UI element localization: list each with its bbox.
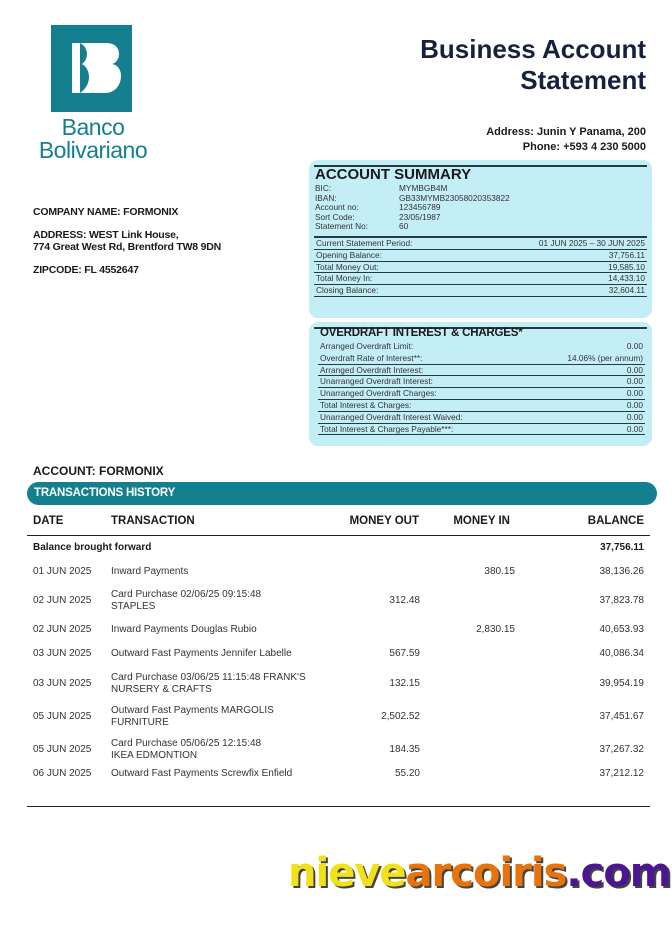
- detail-iban: IBAN: GB33MYMB23058020353822: [315, 192, 510, 203]
- title-line1: Business Account: [420, 34, 646, 64]
- summary-table: [314, 236, 647, 297]
- transactions-history-bar: TRANSACTIONS HISTORY: [27, 482, 657, 505]
- detail-bic: BIC: MYMBGB4M: [315, 183, 448, 193]
- bank-logo-line2: Bolivariano: [38, 137, 148, 163]
- table-row: 03 JUN 2025 Outward Fast Payments Jennifer Labelle 567.59 40,086.34: [33, 648, 644, 659]
- overdraft-row-waived: Unarranged Overdraft Interest Waived: 0.00: [320, 411, 643, 422]
- transactions-table: [27, 536, 650, 788]
- account-summary-heading: ACCOUNT SUMMARY: [315, 166, 472, 183]
- company-address: [33, 229, 221, 253]
- page-title: [420, 34, 646, 96]
- bank-address: Address: Junin Y Panama, 200: [486, 126, 646, 138]
- account-label: ACCOUNT: FORMONIX: [33, 464, 164, 478]
- bank-phone: Phone: +593 4 230 5000: [522, 141, 646, 153]
- watermark-part3: .com: [566, 850, 671, 896]
- overdraft-row-limit: Arranged Overdraft Limit: 0.00: [320, 341, 643, 351]
- table-row-brought-forward: Balance brought forward 37,756.11: [33, 542, 644, 553]
- overdraft-row-arranged-interest: Arranged Overdraft Interest: 0.00: [320, 364, 643, 375]
- detail-sort-code: Sort Code: 23/05/1987: [315, 211, 441, 222]
- bb-logo-icon: [51, 25, 132, 112]
- summary-row-closing: Closing Balance: 32,604.11: [316, 285, 645, 296]
- table-row: 03 JUN 2025 Card Purchase 03/06/25 11:15:48 FRANK'S NURSERY & CRAFTS 132.15 39,954.19: [33, 672, 644, 695]
- summary-row-money-in: Total Money In: 14,433.10: [316, 273, 645, 284]
- overdraft-table: [318, 341, 645, 435]
- table-row: 05 JUN 2025 Card Purchase 05/06/25 12:15:48 IKEA EDMONTION 184.35 37,267.32: [33, 738, 644, 761]
- summary-row-money-out: Total Money Out: 19,585.10: [316, 261, 645, 272]
- company-address-line2: 774 Great West Rd, Brentford TW8 9DN: [33, 241, 222, 253]
- table-row: 05 JUN 2025 Outward Fast Payments MARGOLIS FURNITURE 2,502.52 37,451.67: [33, 705, 644, 728]
- account-summary-box: [309, 160, 652, 318]
- transactions-header: [27, 512, 650, 536]
- table-row: 02 JUN 2025 Inward Payments Douglas Rubio 2,830.15 40,653.93: [33, 624, 644, 635]
- bank-contact: [486, 125, 646, 155]
- table-row: 01 JUN 2025 Inward Payments 380.15 38,136.26: [33, 566, 644, 577]
- overdraft-row-unarranged-interest: Unarranged Overdraft Interest: 0.00: [320, 376, 643, 387]
- detail-account-no: Account no: 123456789: [315, 202, 441, 213]
- table-row: 06 JUN 2025 Outward Fast Payments Screwfix Enfield 55.20 37,212.12: [33, 768, 644, 779]
- overdraft-box: [309, 322, 652, 446]
- company-zipcode: ZIPCODE: FL 4552647: [33, 264, 139, 276]
- company-info: [33, 206, 221, 287]
- overdraft-row-rate: Overdraft Rate of Interest**: 14.06% (per annum): [320, 352, 643, 363]
- account-details: [315, 184, 510, 232]
- overdraft-heading: OVERDRAFT INTEREST & CHARGES*: [320, 327, 523, 339]
- overdraft-row-unarranged-charges: Unarranged Overdraft Charges: 0.00: [320, 388, 643, 399]
- bank-logo-mark: [51, 25, 132, 112]
- col-date: DATE: [33, 515, 64, 527]
- watermark-part1: nieve: [288, 850, 406, 896]
- col-money-in: MONEY IN: [453, 515, 510, 527]
- watermark: [288, 850, 670, 896]
- overdraft-row-payable: Total Interest & Charges Payable***: 0.00: [320, 423, 643, 434]
- summary-row-period: Current Statement Period: 01 JUN 2025 – 30 JUN 2025: [316, 238, 645, 248]
- table-end-divider: [27, 806, 650, 807]
- company-name: COMPANY NAME: FORMONIX: [33, 206, 179, 218]
- detail-statement-no: Statement No: 60: [315, 221, 409, 232]
- company-address-line1: ADDRESS: WEST Link House,: [33, 229, 179, 241]
- summary-row-opening: Opening Balance: 37,756.11: [316, 249, 645, 260]
- col-balance: BALANCE: [587, 515, 644, 527]
- col-money-out: MONEY OUT: [349, 515, 419, 527]
- table-row: 02 JUN 2025 Card Purchase 02/06/25 09:15:48 STAPLES 312.48 37,823.78: [33, 589, 644, 612]
- bank-logo-text: [26, 116, 160, 162]
- title-line2: Statement: [520, 65, 646, 95]
- watermark-part2: arcoiris: [405, 850, 567, 896]
- bank-logo-line1: Banco: [61, 114, 125, 140]
- col-transaction: TRANSACTION: [111, 515, 195, 527]
- overdraft-row-total: Total Interest & Charges: 0.00: [320, 399, 643, 410]
